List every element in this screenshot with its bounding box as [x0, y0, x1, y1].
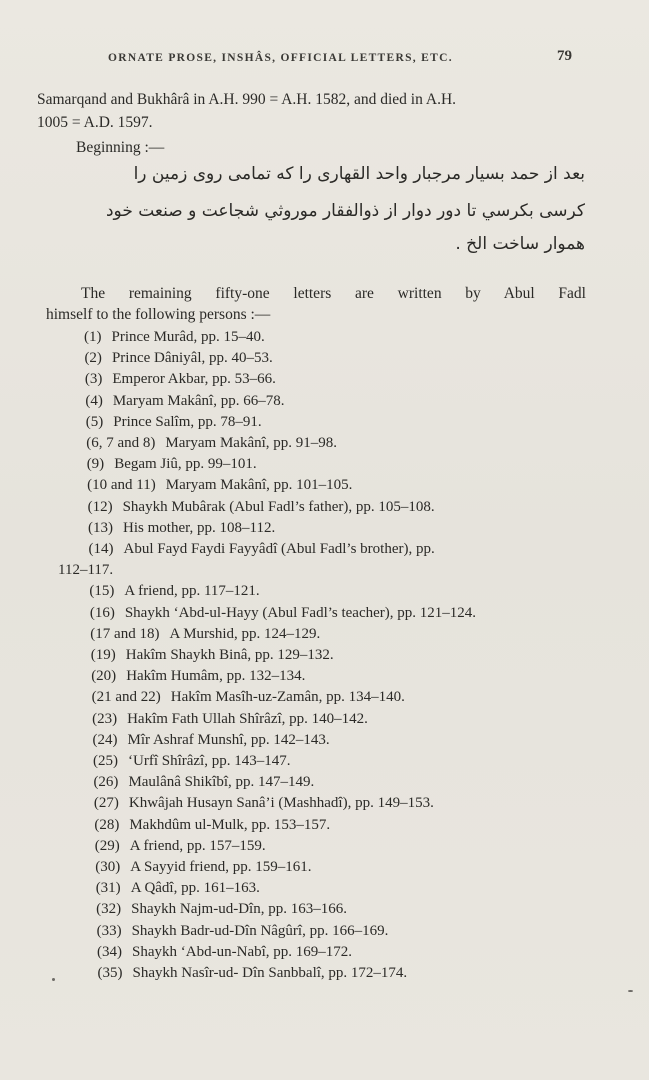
list-item-text: Prince Dâniyâl, pp. 40–53. [111, 350, 273, 367]
list-item-number: (10 and 11) [87, 477, 156, 494]
list-item-number: (20) [91, 668, 117, 685]
list-item-text: His mother, pp. 108–112. [123, 519, 276, 536]
list-item-text: A Murshid, pp. 124–129. [169, 625, 321, 642]
letters-paragraph [46, 283, 586, 325]
list-item [92, 711, 368, 728]
intro-line: Samarqand and Bukhârâ in A.H. 990 = A.H. 1582, and died in A.H. [37, 91, 457, 108]
list-item [87, 477, 352, 494]
list-item-number: (17 and 18) [90, 625, 160, 642]
list-item [89, 583, 259, 600]
list-item-text: Prince Murâd, pp. 15–40. [111, 329, 265, 345]
list-item [85, 371, 276, 388]
list-item-text: Shaykh Badr-ud-Dîn Nâgûrî, pp. 166–169. [131, 922, 389, 939]
list-item-number: (29) [94, 837, 120, 854]
list-item-number: (9) [86, 456, 105, 473]
list-item [93, 753, 290, 770]
list-item-text: A friend, pp. 117–121. [124, 583, 260, 600]
persian-quote-line: بعد از حمد بسیار مرجبار واحد القهاری را که تمامی روی زمین را [133, 164, 585, 184]
list-item-number: (5) [85, 413, 104, 430]
list-item-number: (6, 7 and 8) [86, 435, 156, 451]
print-speck [628, 990, 633, 992]
list-item-text: 112–117. [58, 562, 114, 579]
list-item-number: (33) [96, 922, 122, 939]
list-item-text: A Qâdî, pp. 161–163. [130, 880, 260, 897]
list-item-text: Khwâjah Husayn Sanâ’i (Mashhadî), pp. 149–153. [128, 795, 434, 812]
list-item-text: Shaykh Nasîr-ud- Dîn Sanbbalî, pp. 172–174. [132, 965, 408, 981]
list-item [87, 456, 257, 473]
list-item-text: Maryam Makânî, pp. 101–105. [165, 477, 353, 494]
list-item [88, 520, 275, 537]
list-item [89, 541, 435, 558]
list-item-number: (21 and 22) [91, 689, 161, 706]
list-item [93, 732, 330, 749]
list-item-text: Abul Fayd Faydi Fayyâdî (Abul Fadl’s brother), pp. [123, 541, 435, 557]
list-item-text: Shaykh ‘Abd-ul-Hayy (Abul Fadl’s teacher), pp. 121–124. [124, 604, 477, 621]
list-item-number: (12) [87, 498, 113, 515]
list-item-number: (15) [89, 583, 115, 600]
paragraph-line: himself to the following persons :— [46, 306, 271, 323]
list-item-number: (2) [84, 350, 102, 367]
list-item-number: (14) [88, 541, 114, 557]
paragraph-line: The remaining fifty-one letters are written by Abul Fadl [81, 285, 586, 302]
list-item-number: (23) [92, 710, 118, 727]
list-item-number: (26) [93, 774, 119, 791]
print-speck [52, 978, 55, 981]
list-item [84, 329, 265, 346]
list-item [86, 414, 262, 431]
list-item [84, 350, 272, 367]
list-item-text: Shaykh ‘Abd-un-Nabî, pp. 169–172. [132, 943, 353, 960]
list-item [91, 668, 305, 685]
list-item-number: (31) [95, 880, 121, 897]
list-item [97, 944, 352, 961]
list-item-text: A Sayyid friend, pp. 159–161. [130, 859, 312, 875]
list-item [95, 838, 266, 855]
list-item-number: (16) [89, 604, 115, 621]
list-item [91, 647, 334, 664]
list-item [92, 689, 405, 706]
list-item-number: (28) [94, 816, 120, 833]
intro-line: 1005 = A.D. 1597. [37, 114, 153, 131]
list-item-text: A friend, pp. 157–159. [129, 837, 266, 854]
page-header [0, 48, 649, 68]
list-item [94, 817, 330, 834]
list-item-number: (13) [88, 519, 114, 536]
list-item-text: Prince Salîm, pp. 78–91. [113, 413, 262, 430]
intro-text [37, 88, 597, 134]
list-item-text: Shaykh Najm-ud-Dîn, pp. 163–166. [131, 901, 347, 918]
list-item [95, 859, 311, 876]
list-item [96, 901, 347, 918]
list-item-number: (24) [92, 731, 118, 748]
list-item-text: Begam Jiû, pp. 99–101. [114, 456, 257, 473]
persian-quote-line: کرسی بکرسي تا دور دوار از ذوالفقار موروثي شجاعت و صنعت خود [105, 201, 585, 221]
list-item-text: Shaykh Mubârak (Abul Fadl’s father), pp. 105–108. [122, 498, 435, 515]
list-item [88, 499, 435, 516]
running-title: ORNATE PROSE, INSHÂS, OFFICIAL LETTERS, ETC. [108, 52, 453, 64]
list-item [97, 923, 389, 940]
list-item-number: (30) [95, 859, 121, 875]
list-item [93, 774, 314, 791]
list-item-number: (3) [84, 371, 103, 388]
list-item-number: (32) [96, 901, 122, 918]
list-item-text: Hakîm Humâm, pp. 132–134. [126, 668, 306, 685]
list-item [98, 965, 408, 982]
list-item-text: Mîr Ashraf Munshî, pp. 142–143. [127, 731, 330, 748]
list-item-number: (25) [93, 753, 118, 769]
list-item-text: Maryam Makânî, pp. 66–78. [112, 392, 285, 409]
list-item-number: (27) [93, 795, 119, 812]
list-item-text: Maulânâ Shikîbî, pp. 147–149. [128, 774, 315, 791]
list-item [94, 795, 434, 812]
list-item-number: (35) [97, 965, 123, 981]
list-item-text: ‘Urfî Shîrâzî, pp. 143–147. [128, 753, 291, 769]
list-item-text: Hakîm Masîh-uz-Zamân, pp. 134–140. [170, 689, 405, 706]
list-item [86, 435, 337, 452]
list-item-text: Hakîm Shaykh Binâ, pp. 129–132. [125, 647, 334, 663]
list-item [58, 562, 113, 579]
list-item-number: (1) [84, 329, 102, 345]
list-item [90, 605, 476, 622]
page-number: 79 [557, 48, 572, 64]
list-item-text: Makhdûm ul-Mulk, pp. 153–157. [129, 816, 331, 833]
list-item-text: Maryam Makânî, pp. 91–98. [165, 435, 338, 451]
beginning-label: Beginning :— [76, 139, 165, 156]
list-item-number: (34) [97, 943, 123, 960]
persian-quote-line: هموار ساخت الخ . [455, 234, 585, 254]
list-item-text: Emperor Akbar, pp. 53–66. [112, 371, 276, 388]
list-item-text: Hakîm Fath Ullah Shîrâzî, pp. 140–142. [127, 710, 368, 727]
list-item [90, 626, 320, 643]
list-item-number: (19) [90, 647, 116, 663]
list-item [85, 393, 284, 410]
list-item-number: (4) [85, 392, 103, 409]
list-item [96, 880, 260, 897]
